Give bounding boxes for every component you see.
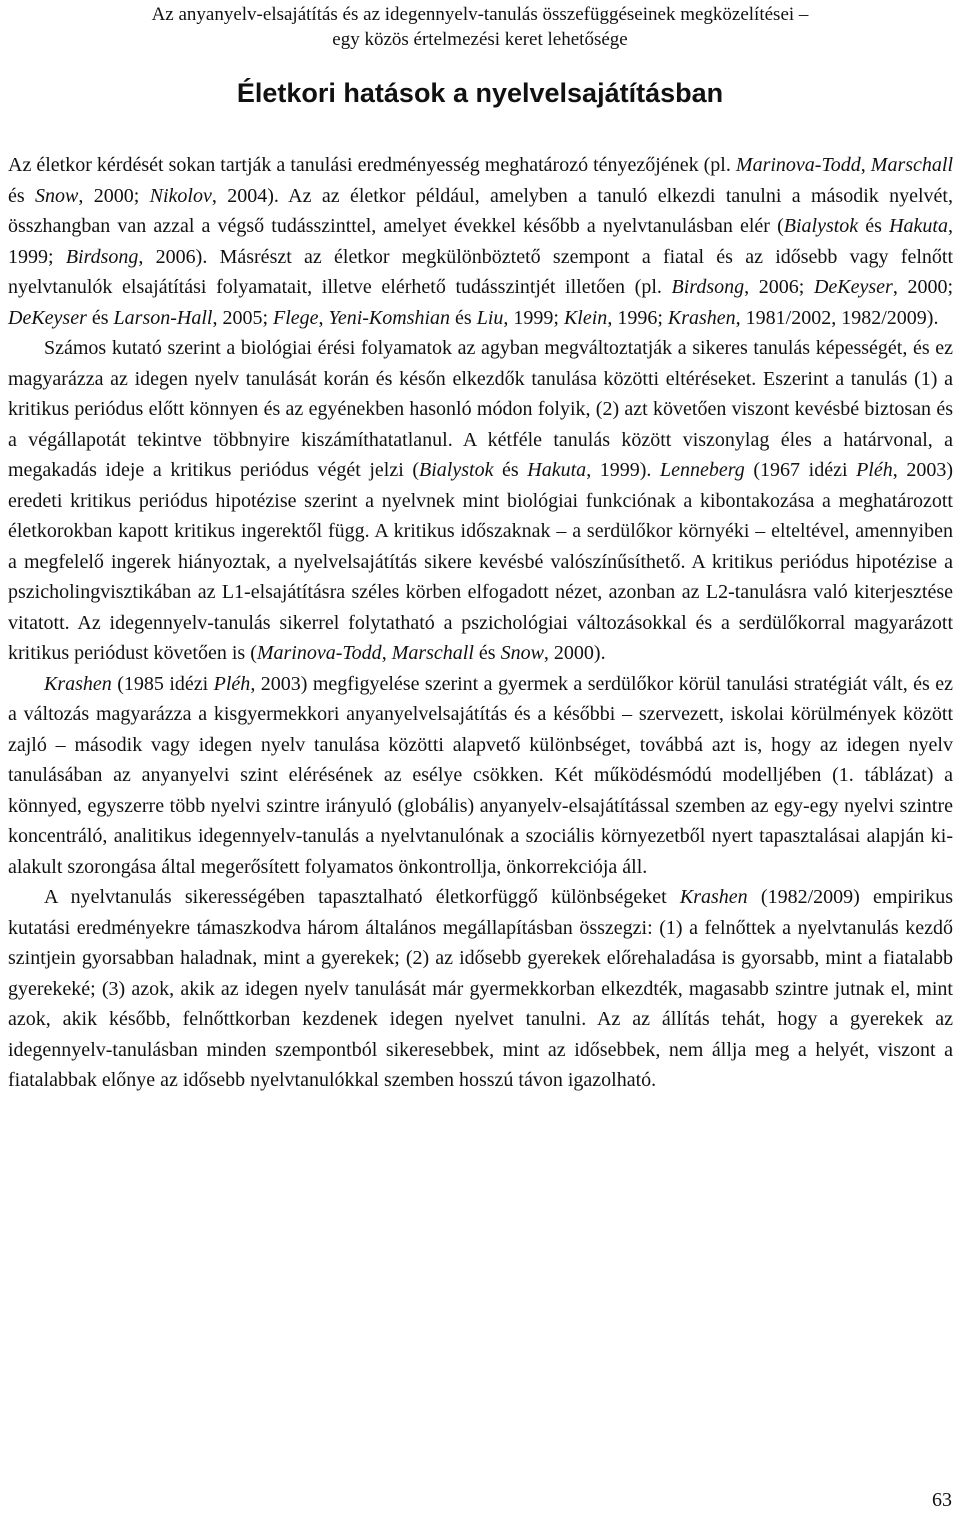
paragraph-text: , 1999; — [8, 215, 953, 268]
citation-author: DeKeyser — [813, 276, 893, 298]
paragraph-text: , 1999). — [586, 459, 661, 481]
citation-author: Marschall — [391, 642, 474, 664]
paragraph-text: , 2006). Másrészt az életkor megkülönböztető szempont a fiatal és az idősebb vagy felnőtt nyelvtanulók elsajátítási folyamatait, illetve elérhető tudásszintjét illetően (pl. — [8, 245, 953, 298]
paragraph-text: , — [381, 642, 392, 664]
paragraph-text: és — [86, 306, 114, 329]
paragraph-text: , 2000; — [78, 184, 150, 207]
citation-author: Lenneberg — [660, 459, 745, 481]
paragraph-text: , 2004). Az az életkor például, amelyben a tanuló elkezdi tanulni a második nyelvét, összhangban van azzal a végső tudásszinttel, amelyet évekkel később a nyelvtanulásban elér ( — [8, 184, 953, 237]
paragraph — [8, 150, 953, 333]
paragraph — [8, 882, 953, 1096]
running-header-line-2: egy közös értelmezési keret lehetősége — [332, 29, 628, 50]
paragraph-text: és — [473, 642, 501, 664]
citation-author: Birdsong — [671, 276, 745, 298]
paragraph — [8, 333, 953, 669]
citation-author: Krashen — [679, 886, 748, 908]
paragraph-text: , 2003) megfigyelése szerint a gyermek a serdülőkor körül tanulási stratégiát vált, és ez a változás magyarázza a kisgyermekkori anyanyelvelsajátítás és a későbbi – szervezett, iskolai körülmények között zajló – második vagy idegen nyelv tanulása közötti alapvető különbséget, továbbá azt is, hogy az idegen nyelv tanulásában az anyanyelvi szint elérésének az esélye csökken. Két működésmódú modelljében (1. táblázat) a könnyed, egyszerre több nyelvi szintre irányuló (globális) anyanyelv-elsajátítással szemben az egy-egy nyelvi szintre koncentráló, analitikus idegennyelv-tanulás a nyelvtanulónak a szociális környezetből nyert tapasztalásai alapján kialakult szorongása által megerősített folyamatos önkontrollja, önkorrekciója áll. — [8, 672, 954, 878]
paragraph-text: és — [493, 459, 528, 481]
citation-author: Marinova-Todd — [256, 642, 382, 664]
paragraph-text: (1985 idézi — [111, 672, 214, 695]
citation-author: Hakuta — [889, 215, 948, 237]
paragraph-text: , 1999; — [503, 306, 564, 329]
paragraph-text: , 2000). — [543, 642, 606, 664]
paragraph-text: , 2006; — [744, 276, 814, 298]
citation-author: Pléh — [213, 672, 251, 695]
section-title: Életkori hatások a nyelvelsajátításban — [236, 78, 724, 108]
citation-author: Klein — [563, 306, 608, 329]
citation-author: Larson-Hall — [113, 306, 213, 329]
paragraph-text: és — [858, 215, 890, 237]
paragraph-text: és — [8, 184, 36, 207]
paragraph-text: (1982/2009) empirikus kutatási eredményekre támaszkodva három általános megállapításban összegzi: (1) a felnőttek a nyelvtanulás kezdő szintjein gyorsabban haladnak, mint a gyerekek; (2) az idősebb gyerekek előrehaladása is gyorsabb, mint a fiatalabb gyerekeké; (3) azok, akik az idegen nyelv tanulását már gyermekkorban elkezdték, magasabb szintre jutnak el, mint azok, akik később, felnőttkorban kezdenek idegen nyelvet tanulni. Az az állítás tehát, hogy a gyerekek az idegennyelv-tanulásban minden szempontból sikeresebbek, mint az idősebbek, nem állja meg a helyét, viszont a fiatalabbak előnye az idősebb nyelvtanulókkal szemben hosszú távon igazolható. — [8, 886, 953, 1091]
citation-author: Snow — [35, 184, 79, 207]
paragraph-text: , — [318, 306, 329, 329]
citation-author: Krashen — [44, 672, 112, 695]
paragraph-text: Számos kutató szerint a biológiai érési folyamatok az agyban megváltoztatják a sikeres tanulás képességét, és ez magyarázza az idegen nyelv tanulását korán és későn elkezdők tanulása közötti eltéréseket. Eszerint a tanulás (1) a kritikus periódus előtt könnyen és az egyénekben hasonló módon folyik, (2) azt követően viszont kevésbé biztosan és a végállapotát tekintve többnyire kiszámíthatatlanul. A kétféle tanulás között viszonylag éles a határvonal, a megakadás ideje a kritikus periódus végét jelzi ( — [8, 337, 953, 481]
citation-author: Flege — [273, 306, 319, 329]
paragraph-text: , 2003) eredeti kritikus periódus hipotézise szerint a nyelvnek mint biológiai funkciónak a kibontakozása a meghatározott életkorokban kapott kritikus ingerektől függ. A kritikus időszaknak – a serdülőkor környéki – elteltével, amennyiben a megfelelő ingerek hiányoztak, a nyelvelsajátítás sikere kevésbé valószínűsíthető. A kritikus periódus hipotézise a pszicholingvisztikában az L1-elsajátításra széles körben elfogadott nézet, azonban az L2-tanulásra való kiterjesztése vitatott. Az idegennyelv-tanulás sikerrel folytatható a pszichológiai változásokkal és a serdülőkorral magyarázott kritikus periódust követően is ( — [8, 459, 953, 664]
paragraph-text: (1967 idézi — [744, 459, 857, 481]
citation-author: Marschall — [870, 154, 953, 176]
paragraph-text: Az életkor kérdését sokan tartják a tanulási eredményesség meghatározó tényezőjének (pl. — [8, 154, 736, 176]
paragraph-text: , 2005; — [212, 306, 273, 329]
citation-author: Liu — [476, 306, 504, 329]
citation-author: Bialystok — [783, 215, 859, 237]
citation-author: Marinova-Todd — [735, 154, 861, 176]
paragraph-text: , — [860, 154, 871, 176]
citation-author: DeKeyser — [8, 306, 87, 329]
citation-author: Krashen — [667, 306, 736, 329]
citation-author: Bialystok — [419, 459, 494, 481]
paragraph-text: , 1981/2002, 1982/2009). — [735, 306, 939, 329]
paragraph-text: A nyelvtanulás sikerességében tapasztalható életkorfüggő különbségeket — [44, 886, 680, 908]
body-text — [8, 150, 953, 1096]
page-number: 63 — [932, 1489, 952, 1511]
running-header-line-1: Az anyanyelv-elsajátítás és az idegennyelv-tanulás összefüggéseinek megközelítései – — [151, 4, 809, 25]
paragraph — [8, 669, 953, 883]
citation-author: Nikolov — [149, 184, 212, 207]
citation-author: Yeni-Komshian — [328, 306, 451, 329]
running-header — [0, 2, 960, 52]
citation-author: Pléh — [856, 459, 893, 481]
paragraph-text: , 2000; — [892, 276, 953, 298]
paragraph-text: , 1996; — [607, 306, 668, 329]
citation-author: Snow — [500, 642, 544, 664]
paragraph-text: és — [450, 306, 477, 329]
citation-author: Hakuta — [527, 459, 587, 481]
citation-author: Birdsong — [65, 245, 139, 268]
